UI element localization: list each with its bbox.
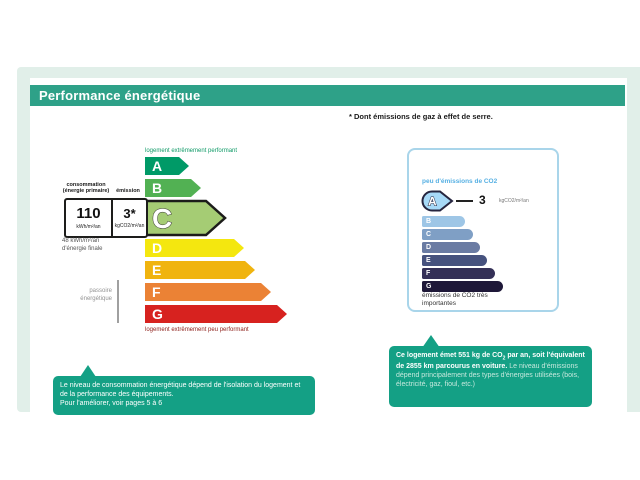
energy-callout-link-line: Pour l'améliorer, voir pages 5 à 6 — [60, 400, 163, 408]
energy-bottom-label: logement extrêmement peu performant — [145, 327, 249, 333]
co2-bar-list — [422, 216, 503, 294]
section-header — [30, 85, 625, 106]
page-title: Performance énergétique — [39, 88, 201, 103]
energy-class-E — [145, 261, 287, 279]
co2-class-G — [422, 281, 503, 292]
energy-sieve-label: passoire énergétique — [80, 288, 112, 302]
energy-value-box — [64, 198, 148, 238]
co2-class-letter: E — [426, 257, 431, 264]
energy-sieve-bracket — [117, 280, 119, 323]
consumption-unit: kWh/m²/an — [76, 224, 101, 230]
co2-class-letter: G — [426, 283, 432, 290]
co2-scale-box — [407, 148, 559, 312]
co2-callout — [389, 346, 592, 407]
co2-title: peu d'émissions de CO2 — [422, 178, 498, 185]
energy-value-headers — [62, 182, 146, 195]
emission-value: 3* — [123, 206, 136, 221]
emission-header-label: émission — [116, 188, 140, 195]
svg-text:D: D — [152, 240, 163, 256]
energy-class-D — [145, 239, 287, 257]
emission-cell — [111, 200, 146, 236]
co2-class-D — [422, 242, 480, 253]
ghg-note: * Dont émissions de gaz à effet de serre. — [349, 112, 493, 121]
co2-callout-bold-text: Ce logement émet 551 kg de $CO_2$ par an, soit l'équivalent de 2855 km parcourus en voiture. — [396, 352, 585, 370]
energy-top-label: logement extrêmement performant — [145, 148, 238, 154]
energy-class-F — [145, 283, 287, 301]
svg-text:F: F — [152, 284, 161, 300]
consumption-cell — [66, 200, 111, 236]
co2-class-letter: C — [426, 231, 432, 238]
co2-callout-regular-text: Le niveau d'émissions dépend principalement des types d'énergies utilisées (bois, électricité, gaz, fioul, etc.) — [396, 362, 580, 389]
emission-unit: kgCO2/m²/an — [114, 223, 145, 229]
co2-bottom-label: émissions de CO2 très importantes — [422, 292, 488, 308]
energy-class-G — [145, 305, 287, 323]
co2-class-E — [422, 255, 487, 266]
svg-text:G: G — [152, 306, 163, 322]
svg-text:B: B — [152, 180, 163, 196]
consumption-value: 110 — [76, 205, 101, 222]
final-energy-note: 48 kWh/m²/an d'énergie finale — [62, 238, 103, 252]
svg-text:E: E — [152, 262, 162, 278]
co2-value: 3 — [479, 193, 486, 207]
co2-selected-letter: A — [428, 194, 437, 209]
energy-class-A — [145, 157, 287, 175]
co2-class-letter: B — [426, 218, 432, 225]
co2-class-a-arrow — [420, 190, 454, 212]
consumption-header-label: consommation (énergie primaire) — [62, 182, 110, 195]
energy-callout — [53, 376, 315, 415]
co2-unit: kgCO2/m²/an — [499, 198, 529, 204]
co2-pointer-line — [456, 200, 473, 202]
energy-class-B — [145, 179, 287, 197]
co2-class-letter: D — [426, 244, 432, 251]
energy-class-C — [145, 199, 287, 237]
svg-text:A: A — [152, 158, 163, 174]
energy-class-scale — [145, 157, 287, 327]
energy-callout-text: Le niveau de consommation énergétique dépend de l'isolation du logement et de la performance des équipements. — [60, 382, 301, 399]
co2-class-F — [422, 268, 495, 279]
co2-class-C — [422, 229, 473, 240]
co2-class-letter: F — [426, 270, 431, 277]
svg-text:C: C — [152, 203, 173, 234]
co2-class-B — [422, 216, 465, 227]
